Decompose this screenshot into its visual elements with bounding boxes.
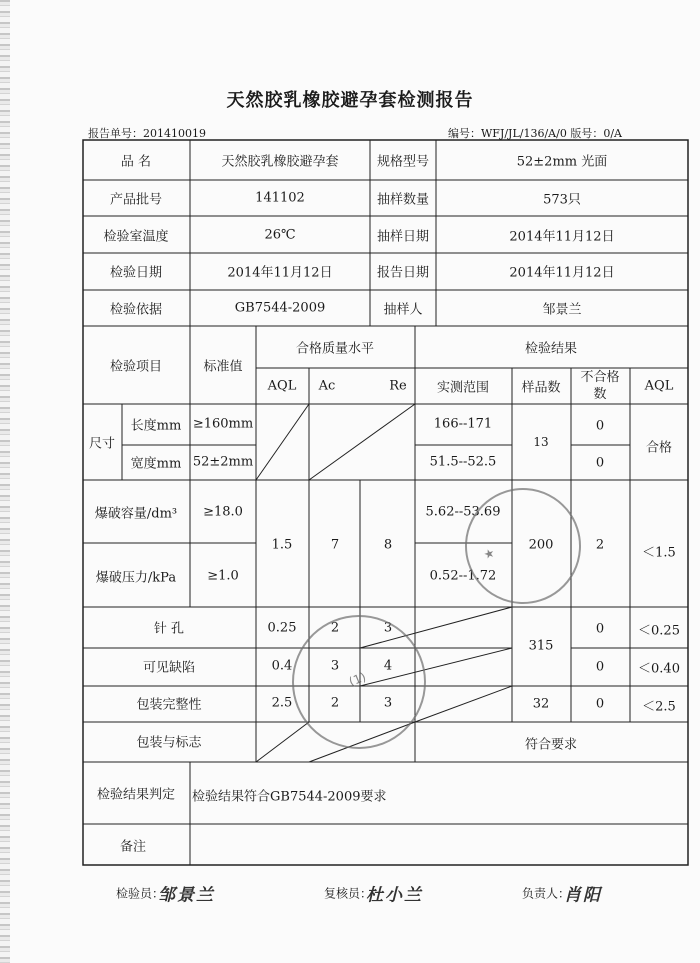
burst-pressure-range: 0.52--1.72 (429, 568, 497, 584)
sampler-value: 邹景兰 (542, 302, 582, 318)
pinhole-fail: 0 (595, 621, 605, 637)
package-integrity-ac: 2 (330, 695, 340, 711)
pinhole-aql: 0.25 (267, 620, 297, 636)
package-integrity-samples: 32 (532, 696, 550, 712)
report-date-label: 报告日期 (376, 265, 430, 281)
batch-value: 141102 (255, 190, 305, 206)
inspector-label: 检验员： (116, 886, 165, 901)
package-integrity-fail: 0 (595, 696, 605, 712)
basis-value: GB7544-2009 (234, 300, 326, 316)
dimension-label: 尺寸 (88, 436, 116, 452)
reviewer-signature: 杜小兰 (366, 885, 423, 906)
pinhole-re: 3 (383, 620, 393, 636)
package-label-result: 符合要求 (524, 737, 578, 753)
width-fail: 0 (595, 455, 605, 471)
header-range: 实测范围 (436, 380, 490, 396)
dimension-samples: 13 (533, 435, 549, 449)
quality-department-stamp: ★ (450, 473, 596, 619)
burst-ac: 7 (330, 537, 340, 553)
remark-label: 备注 (119, 839, 147, 855)
manager-label: 负责人： (522, 886, 571, 901)
product-label: 品 名 (120, 154, 152, 170)
inspector-signature: 邹景兰 (158, 885, 215, 906)
visible-defect-re: 4 (383, 658, 393, 674)
temp-label: 检验室温度 (103, 229, 169, 245)
package-integrity-aql: 2.5 (271, 695, 293, 711)
sample-date-label: 抽样日期 (376, 229, 430, 245)
header-aql: AQL (267, 378, 297, 394)
pinhole-aql2: ＜0.25 (638, 623, 680, 639)
visible-defect-label: 可见缺陷 (142, 660, 196, 676)
test-date-label: 检验日期 (109, 265, 163, 281)
package-integrity-aql2: ＜2.5 (642, 699, 676, 715)
header-re: Re (389, 378, 407, 394)
conclusion-label: 检验结果判定 (96, 787, 176, 803)
manager-signature: 肖阳 (564, 885, 602, 906)
document-code: 编号：WFJ/JL/136/A/0 版号：0/A (448, 127, 622, 140)
header-fail: 不合格数 (580, 370, 620, 402)
package-integrity-label: 包装完整性 (136, 697, 202, 713)
visible-defect-aql: 0.4 (271, 658, 293, 674)
length-standard: ≥160mm (192, 416, 254, 432)
burst-re: 8 (383, 537, 393, 553)
product-value: 天然胶乳橡胶避孕套 (221, 154, 339, 170)
visible-defect-ac: 3 (330, 658, 340, 674)
width-standard: 52±2mm (192, 454, 254, 470)
spec-value: 52±2mm 光面 (516, 154, 608, 170)
report-title: 天然胶乳橡胶避孕套检测报告 (226, 90, 474, 111)
header-item: 检验项目 (109, 359, 163, 375)
header-result: 检验结果 (524, 341, 578, 357)
burst-aql2: ＜1.5 (642, 545, 676, 561)
burst-fail: 2 (595, 537, 605, 553)
inspection-stamp: (1) (272, 595, 446, 769)
basis-label: 检验依据 (109, 302, 163, 318)
qty-label: 抽样数量 (376, 192, 430, 208)
burst-pressure-standard: ≥1.0 (207, 568, 239, 584)
length-range: 166--171 (433, 416, 493, 432)
temp-value: 26℃ (264, 227, 296, 243)
header-ac: Ac (318, 378, 336, 394)
burst-aql: 1.5 (271, 537, 293, 553)
burst-samples: 200 (528, 537, 554, 553)
visible-defect-fail: 0 (595, 659, 605, 675)
length-fail: 0 (595, 418, 605, 434)
test-date-value: 2014年11月12日 (227, 265, 333, 281)
pinhole-label: 针 孔 (153, 621, 185, 637)
report-date-value: 2014年11月12日 (509, 265, 615, 281)
burst-volume-range: 5.62--53.69 (425, 504, 501, 520)
visible-defect-aql2: ＜0.40 (638, 661, 680, 677)
batch-label: 产品批号 (109, 192, 163, 208)
package-integrity-re: 3 (383, 695, 393, 711)
pinhole-visual-samples: 315 (528, 638, 554, 654)
burst-volume-standard: ≥18.0 (203, 504, 243, 520)
sample-date-value: 2014年11月12日 (509, 229, 615, 245)
reviewer-label: 复核员： (324, 886, 373, 901)
header-aql-level: 合格质量水平 (295, 341, 375, 357)
conclusion-text: 检验结果符合GB7544-2009要求 (192, 789, 387, 805)
dimension-aql: 合格 (645, 440, 673, 456)
spec-label: 规格型号 (376, 154, 430, 170)
length-label: 长度mm (130, 418, 182, 434)
header-samples: 样品数 (521, 380, 561, 396)
qty-value: 573只 (543, 192, 581, 208)
burst-volume-label: 爆破容量/dm³ (94, 506, 178, 522)
burst-pressure-label: 爆破压力/kPa (95, 570, 177, 586)
report-number: 报告单号：201410019 (88, 127, 206, 140)
header-aql2: AQL (644, 378, 674, 394)
header-standard: 标准值 (203, 359, 243, 375)
sampler-label: 抽样人 (383, 302, 423, 318)
width-label: 宽度mm (130, 456, 182, 472)
package-label-label: 包装与标志 (136, 735, 202, 751)
width-range: 51.5--52.5 (429, 454, 497, 470)
pinhole-ac: 2 (330, 620, 340, 636)
